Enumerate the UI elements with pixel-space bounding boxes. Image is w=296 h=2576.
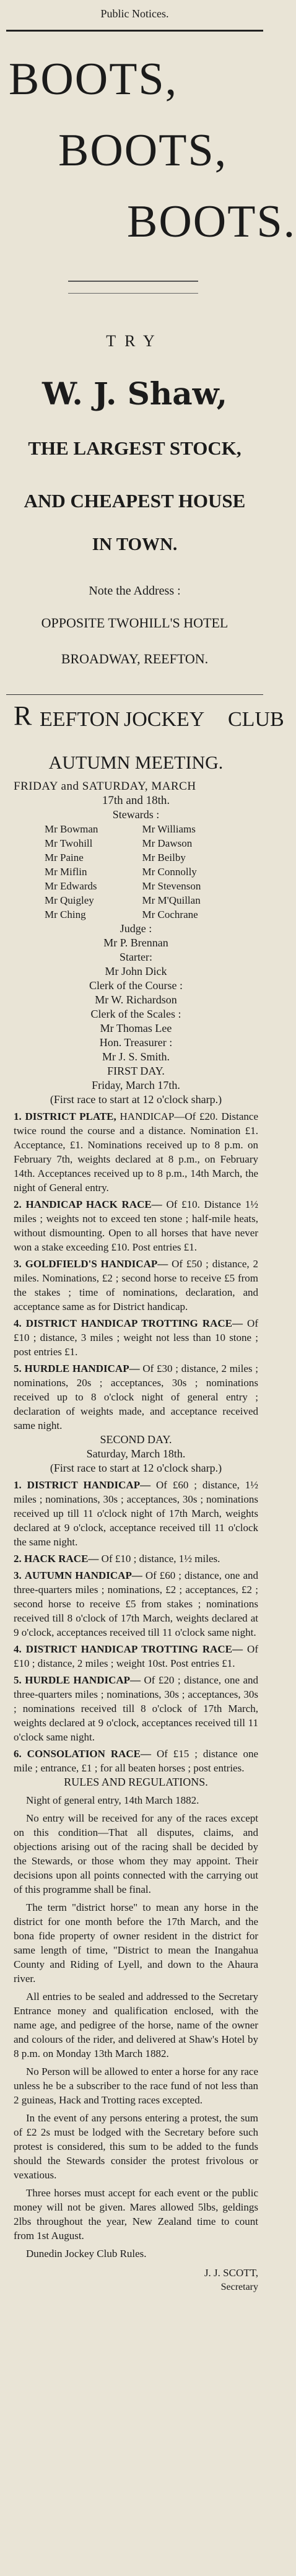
cheapest-house-line: AND CHEAPEST HOUSE	[24, 490, 246, 512]
race-title: GOLDFIELD'S HANDICAP—	[25, 1258, 168, 1270]
race-title: DISTRICT HANDICAP TROTTING RACE—	[25, 1643, 243, 1655]
boots-line-3: BOOTS.	[127, 196, 296, 247]
day-one-races	[14, 1109, 258, 1433]
clerk-scales-name: Mr Thomas Lee	[100, 1022, 172, 1034]
clerk-scales-title: Clerk of the Scales :	[90, 1008, 181, 1020]
steward: Mr Dawson	[142, 837, 193, 849]
stewards-list	[14, 822, 258, 922]
rules-paragraph: The term "district horse" to mean any horse in the district for one month before the 17th March, and the bona fide property of owner resident in the district for same length of time, "District to mean the Inangahua County and Riding of Lyell, and down to the Ahaura river.	[14, 1901, 258, 1984]
steward: Mr Stevenson	[142, 880, 201, 892]
race-number: 2.	[14, 1198, 22, 1210]
race-title: CONSOLATION RACE—	[27, 1748, 152, 1760]
largest-stock-line: THE LARGEST STOCK,	[28, 437, 242, 459]
day-one-start-note: (First race to start at 12 o'clock sharp.)	[50, 1093, 222, 1106]
race-details: Of £30 ; distance, 2 miles ; nominations, 20s ; acceptances, 30s ; nominations received up to 8 o'clock night of general entry ; declaration of weights made, and acceptance received same night.	[14, 1363, 258, 1431]
day-two-date: Saturday, March 18th.	[86, 1447, 186, 1460]
rules-title: RULES AND REGULATIONS.	[64, 1776, 208, 1788]
race-entry	[14, 1316, 258, 1359]
rules-paragraph: Night of general entry, 14th March 1882.	[26, 1794, 199, 1806]
race-entry	[14, 1109, 258, 1195]
steward: Mr Edwards	[45, 880, 97, 892]
club-heading-word: JOCKEY	[124, 708, 205, 731]
race-number: 2.	[14, 1553, 22, 1565]
race-details: Of £50 ; distance, 2 miles. Nominations, £2 ; second horse to receive £5 from the stakes ; time of nominations, declaration, and acceptance same as for District handicap.	[14, 1258, 259, 1312]
race-number: 1.	[14, 1111, 22, 1122]
race-details: Of £10 ; distance, 2 miles ; weight 10st. Post entries £1.	[14, 1643, 258, 1669]
address-note: Note the Address :	[89, 584, 181, 598]
steward: Mr Paine	[45, 852, 84, 863]
steward: Mr Williams	[142, 823, 196, 835]
steward: Mr Ching	[45, 909, 86, 920]
race-number: 6.	[14, 1748, 22, 1760]
race-entry	[14, 1673, 258, 1744]
stewards-title: Stewards :	[112, 808, 160, 821]
race-title: DISTRICT HANDICAP—	[27, 1479, 151, 1491]
boots-line-2: BOOTS,	[58, 125, 228, 176]
clerk-course-name: Mr W. Richardson	[95, 993, 177, 1006]
race-title: HANDICAP HACK RACE—	[25, 1198, 162, 1210]
rules-paragraph: In the event of any persons entering a protest, the sum of £2 2s must be lodged with the Secretary before such protest is considered, this sum to be added to the funds should the Stewards consider the protest frivolous or vexatious.	[14, 2112, 258, 2181]
judge-title: Judge :	[120, 922, 152, 935]
race-details: HANDICAP—Of £20. Distance twice round the course and a distance. Nomination £1. Acceptance, £1. Nominations received up to 8 p.m. on February 7th, weights declared at 8 p.m., on February 14th. Acceptances received up to 8 p.m., 14th March, the night of General entry.	[14, 1111, 258, 1194]
race-entry	[14, 1197, 258, 1254]
rules-paragraph: No Person will be allowed to enter a horse for any race unless he be a subscriber to the race fund of not less than 2 guineas, Hack and Trotting races excepted.	[14, 2066, 258, 2106]
day-two-start-note: (First race to start at 12 o'clock sharp.)	[50, 1462, 222, 1474]
steward: Mr Connolly	[142, 866, 197, 878]
rules-paragraph: Dunedin Jockey Club Rules.	[26, 2248, 147, 2259]
steward: Mr M'Quillan	[142, 894, 201, 906]
race-number: 3.	[14, 1258, 22, 1270]
race-details: Of £60 ; distance, 1½ miles ; nominations, 30s ; acceptances, 30s ; nominations received up till 11 o'clock night of 17th March, weights declared at 9 o'clock, acceptance received till 11 o'clock the same night.	[14, 1479, 259, 1548]
starter-title: Starter:	[120, 951, 152, 963]
club-heading-word: CLUB	[228, 708, 284, 731]
race-title: HURDLE HANDICAP—	[25, 1674, 141, 1686]
race-title: HACK RACE—	[24, 1553, 99, 1565]
race-title: DISTRICT HANDICAP TROTTING RACE—	[25, 1317, 243, 1329]
race-details: Of £10 ; distance, 1½ miles.	[101, 1553, 220, 1565]
rules-paragraph: Three horses must accept for each event or the public money will not be given. Mares allowed 5lbs, geldings 2lbs throughout the year, New Zealand time to count from 1st August.	[14, 2187, 258, 2242]
day-two-races	[14, 1478, 258, 1775]
race-title: HURDLE HANDICAP—	[24, 1363, 140, 1374]
drop-cap: R	[14, 701, 32, 731]
address-street: BROADWAY, REEFTON.	[61, 651, 209, 666]
race-number: 5.	[14, 1363, 22, 1374]
meeting-dates: 17th and 18th.	[102, 794, 170, 807]
race-title: DISTRICT PLATE,	[25, 1111, 116, 1122]
race-entry	[14, 1361, 258, 1433]
clerk-course-title: Clerk of the Course :	[89, 979, 183, 992]
day-one-title: FIRST DAY.	[107, 1065, 165, 1077]
steward: Mr Quigley	[45, 894, 94, 906]
ornament-rule	[68, 293, 198, 294]
steward: Mr Cochrane	[142, 909, 198, 920]
race-entry	[14, 1568, 258, 1639]
ornament-rule	[68, 281, 198, 282]
starter-name: Mr John Dick	[105, 965, 167, 977]
judge-name: Mr P. Brennan	[103, 937, 168, 949]
race-details: Of £10. Distance 1½ miles ; weights not to exceed ten stone ; half-mile heats, without dismounting. Open to all horses that have never won a stake exceeding £10. Post entries £1.	[14, 1198, 259, 1253]
treasurer-name: Mr J. S. Smith.	[102, 1050, 170, 1063]
shaw-advertisement	[0, 32, 296, 694]
race-details: Of £10 ; distance, 3 miles ; weight not less than 10 stone ; post entries £1.	[14, 1317, 258, 1358]
race-title: AUTUMN HANDICAP—	[24, 1570, 142, 1581]
steward: Mr Twohill	[45, 837, 93, 849]
rules-paragraph: No entry will be received for any of the races except on this condition—That all disputes, claims, and objections arising out of the racing shall be decided by the Stewards, or those whom they may appoint. Their decisions upon all points connected with the carrying out of this programme shall be final.	[14, 1812, 258, 1895]
race-entry	[14, 1552, 258, 1566]
race-details: Of £20 ; distance, one and three-quarters miles ; nominations, 30s ; acceptances, 30s ; nominations received till 8 o'clock of 17th March, weights declared at 9 o'clock, acceptances received till 11 o'clock same night.	[14, 1674, 259, 1743]
meeting-title: AUTUMN MEETING.	[48, 753, 224, 773]
secretary-signature: J. J. SCOTT,	[204, 2267, 258, 2279]
race-number: 3.	[14, 1570, 22, 1581]
jockey-club-notice	[0, 695, 284, 2294]
meeting-days: FRIDAY and SATURDAY, MARCH	[14, 780, 196, 793]
address-hotel: OPPOSITE TWOHILL'S HOTEL	[41, 615, 229, 631]
boots-line-1: BOOTS,	[9, 54, 178, 105]
race-entry	[14, 1642, 258, 1670]
race-details: Of £15 ; distance one mile ; entrance, £1 ; for all beaten horses ; post entries.	[14, 1748, 259, 1774]
race-number: 4.	[14, 1643, 22, 1655]
merchant-name: W. J. Shaw,	[42, 375, 227, 412]
race-entry	[14, 1257, 258, 1314]
club-heading-word: EEFTON	[40, 708, 120, 731]
steward: Mr Bowman	[45, 823, 98, 835]
in-town-line: IN TOWN.	[92, 535, 178, 554]
try-heading: TRY	[106, 332, 163, 350]
race-number: 1.	[14, 1479, 22, 1491]
race-details: Of £60 ; distance, one and three-quarters miles ; nominations, £2 ; acceptances, £2 ; second horse to receive £5 from stakes ; nominations received till 8 o'clock of 17th March, weights declared at 9 o'clock, acceptances received till 11 o'clock same night.	[14, 1570, 259, 1638]
page-title: Public Notices.	[100, 7, 169, 20]
day-one-date: Friday, March 17th.	[92, 1079, 180, 1091]
rules-paragraph: All entries to be sealed and addressed to the Secretary Entrance money and qualification enclosed, with the name age, and pedigree of the horse, name of the owner and colours of the rider, and delivered at Shaw's Hotel by 8 p.m. on Monday 13th March 1882.	[14, 1991, 258, 2059]
secretary-title: Secretary	[220, 2282, 258, 2292]
race-entry	[14, 1747, 258, 1775]
treasurer-title: Hon. Treasurer :	[99, 1036, 173, 1049]
race-number: 5.	[14, 1674, 22, 1686]
day-two-title: SECOND DAY.	[100, 1433, 172, 1446]
steward: Mr Miflin	[45, 866, 87, 878]
steward: Mr Beilby	[142, 852, 186, 863]
club-heading	[14, 701, 284, 753]
race-number: 4.	[14, 1317, 22, 1329]
race-entry	[14, 1478, 258, 1549]
